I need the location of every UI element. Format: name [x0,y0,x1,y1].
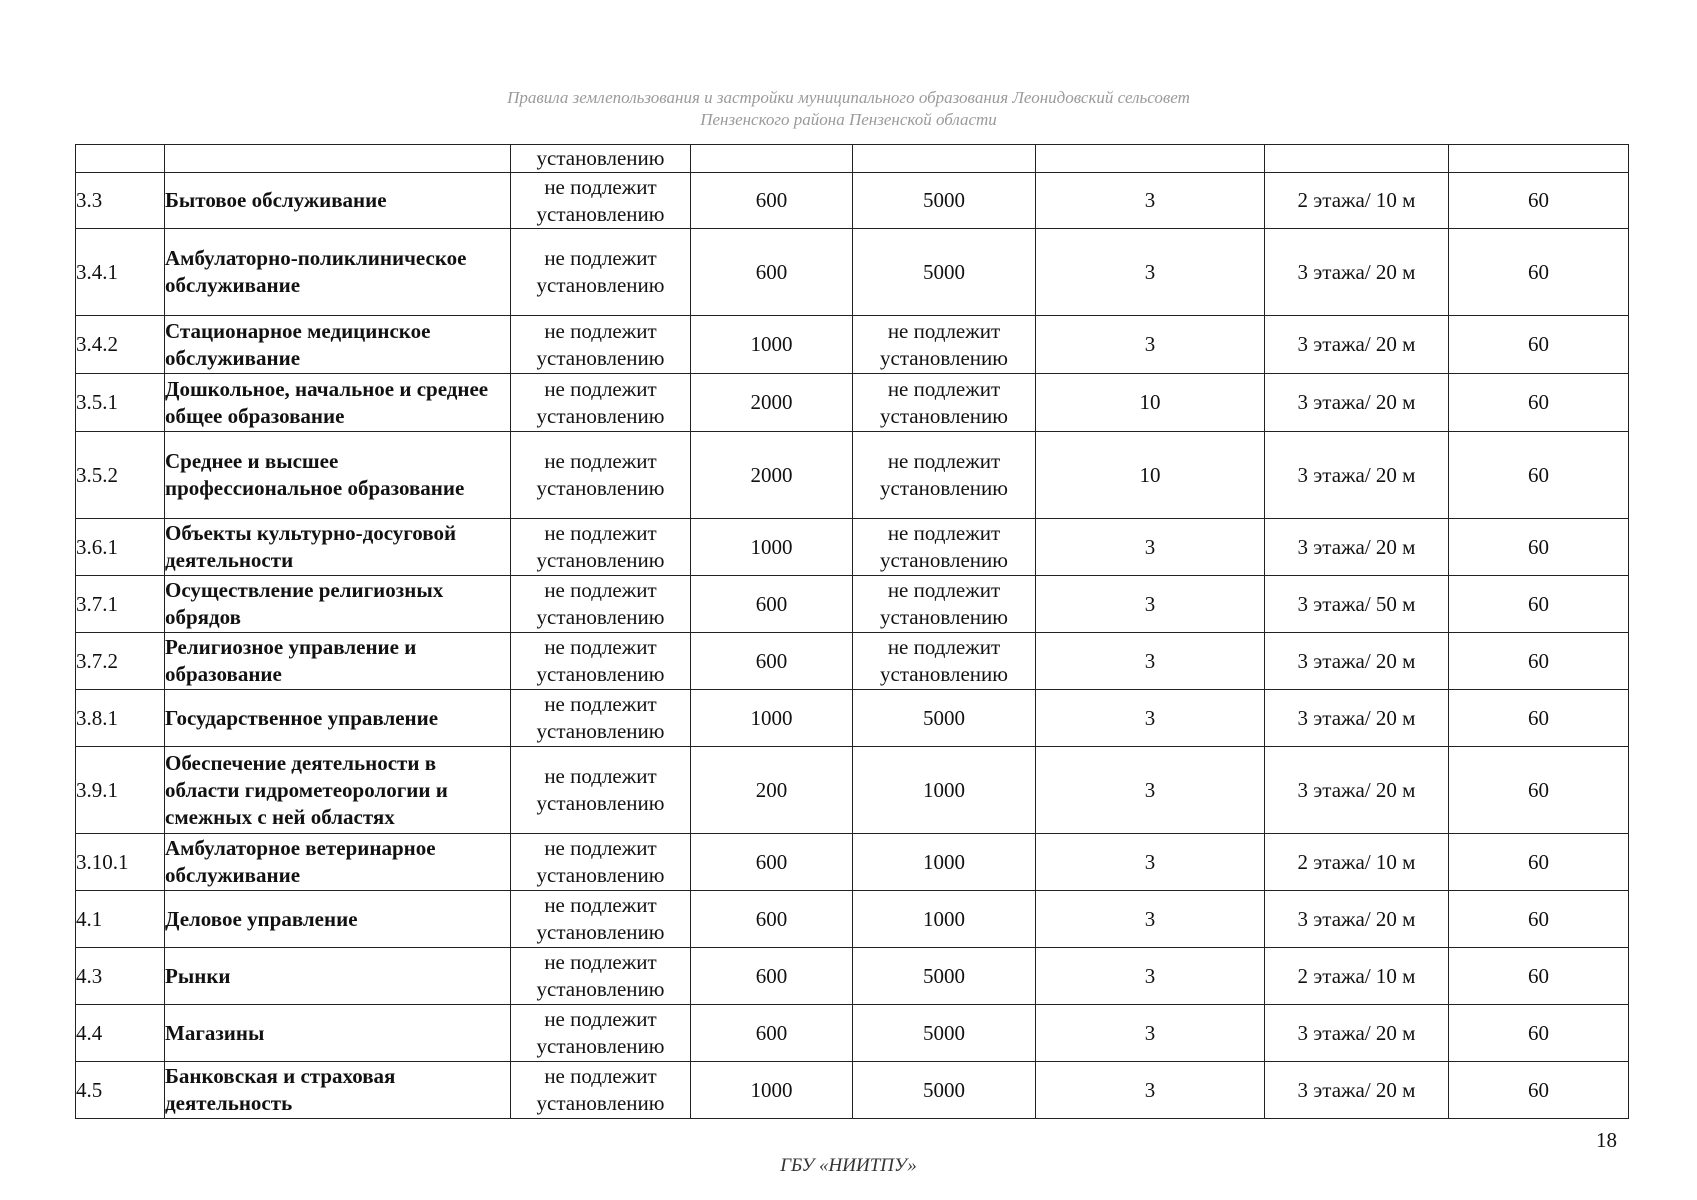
cell-max-area: не подлежит установлению [853,576,1036,633]
cell-setback: 3 [1036,519,1265,576]
table-row [76,432,1629,519]
cell-min-size: не подлежит установлению [511,576,691,633]
cell-coverage: 60 [1449,633,1629,690]
cell-min-area: 600 [691,834,853,891]
cell-coverage: 60 [1449,690,1629,747]
cell-max-area: 5000 [853,948,1036,1005]
cell-min-size: не подлежит установлению [511,432,691,519]
cell-code: 3.5.2 [76,432,165,519]
cell-max-area: не подлежит установлению [853,316,1036,374]
cell-setback: 3 [1036,1062,1265,1119]
cell-coverage: 60 [1449,173,1629,229]
cell-code: 3.9.1 [76,747,165,834]
cell-coverage: 60 [1449,316,1629,374]
cell-code: 4.3 [76,948,165,1005]
cell-min-area: 600 [691,576,853,633]
cell-coverage: 60 [1449,519,1629,576]
cell-min-area [691,145,853,173]
cell-code: 3.3 [76,173,165,229]
cell-min-area: 200 [691,747,853,834]
cell-code: 3.4.2 [76,316,165,374]
cell-setback: 3 [1036,834,1265,891]
cell-min-size: не подлежит установлению [511,948,691,1005]
cell-min-size: не подлежит установлению [511,1062,691,1119]
cell-name: Объекты культурно-досуговой деятельности [165,519,511,576]
cell-max-area: 5000 [853,690,1036,747]
cell-min-size: не подлежит установлению [511,374,691,432]
cell-coverage: 60 [1449,229,1629,316]
table-row [76,316,1629,374]
table-row [76,633,1629,690]
cell-floors: 3 этажа/ 20 м [1265,1062,1449,1119]
cell-max-area: 5000 [853,1005,1036,1062]
cell-min-size: установлению [511,145,691,173]
cell-min-area: 600 [691,633,853,690]
cell-floors: 3 этажа/ 20 м [1265,1005,1449,1062]
cell-name: Амбулаторно-поликлиническое обслуживание [165,229,511,316]
cell-code: 3.10.1 [76,834,165,891]
cell-setback: 10 [1036,374,1265,432]
cell-floors: 3 этажа/ 20 м [1265,747,1449,834]
table-body [76,145,1629,1119]
cell-coverage: 60 [1449,374,1629,432]
cell-code: 4.4 [76,1005,165,1062]
cell-floors: 3 этажа/ 20 м [1265,432,1449,519]
cell-min-size: не подлежит установлению [511,316,691,374]
table-row-continued [76,145,1629,173]
cell-code: 3.7.2 [76,633,165,690]
table-row [76,576,1629,633]
cell-min-size: не подлежит установлению [511,633,691,690]
cell-name: Рынки [165,948,511,1005]
cell-name: Государственное управление [165,690,511,747]
cell-setback: 3 [1036,948,1265,1005]
cell-floors: 3 этажа/ 20 м [1265,690,1449,747]
cell-min-area: 600 [691,229,853,316]
cell-code: 3.5.1 [76,374,165,432]
cell-code: 4.5 [76,1062,165,1119]
cell-max-area: не подлежит установлению [853,633,1036,690]
cell-setback: 3 [1036,690,1265,747]
cell-min-area: 600 [691,948,853,1005]
cell-floors: 3 этажа/ 20 м [1265,891,1449,948]
cell-floors: 3 этажа/ 20 м [1265,316,1449,374]
cell-code [76,145,165,173]
cell-min-size: не подлежит установлению [511,891,691,948]
cell-max-area: 5000 [853,173,1036,229]
table-row [76,1062,1629,1119]
cell-min-size: не подлежит установлению [511,690,691,747]
table-row [76,834,1629,891]
cell-setback [1036,145,1265,173]
cell-floors: 3 этажа/ 20 м [1265,374,1449,432]
cell-name: Осуществление религиозных обрядов [165,576,511,633]
cell-name: Амбулаторное ветеринарное обслуживание [165,834,511,891]
cell-code: 3.6.1 [76,519,165,576]
cell-max-area: 1000 [853,834,1036,891]
cell-min-area: 600 [691,1005,853,1062]
table-row [76,891,1629,948]
cell-floors: 3 этажа/ 20 м [1265,229,1449,316]
table-row [76,173,1629,229]
cell-name: Деловое управление [165,891,511,948]
running-header-line-1: Правила землепользования и застройки муниципального образования Леонидовский сельсовет [507,88,1190,107]
cell-max-area: 1000 [853,891,1036,948]
cell-coverage: 60 [1449,1005,1629,1062]
cell-max-area: 5000 [853,1062,1036,1119]
cell-name: Магазины [165,1005,511,1062]
running-header-line-2: Пензенского района Пензенской области [700,110,997,129]
cell-setback: 3 [1036,891,1265,948]
cell-coverage: 60 [1449,948,1629,1005]
cell-coverage: 60 [1449,747,1629,834]
cell-max-area: не подлежит установлению [853,374,1036,432]
cell-setback: 3 [1036,1005,1265,1062]
cell-max-area: 1000 [853,747,1036,834]
cell-max-area: не подлежит установлению [853,519,1036,576]
cell-floors: 2 этажа/ 10 м [1265,173,1449,229]
cell-name: Религиозное управление и образование [165,633,511,690]
cell-min-size: не подлежит установлению [511,173,691,229]
cell-min-area: 600 [691,891,853,948]
cell-setback: 3 [1036,633,1265,690]
table-row [76,1005,1629,1062]
page-footer: ГБУ «НИИТПУ» [780,1155,917,1176]
cell-min-area: 600 [691,173,853,229]
cell-setback: 3 [1036,576,1265,633]
cell-max-area [853,145,1036,173]
page-number: 18 [1596,1128,1617,1152]
cell-min-area: 1000 [691,690,853,747]
cell-max-area: 5000 [853,229,1036,316]
cell-setback: 10 [1036,432,1265,519]
cell-min-size: не подлежит установлению [511,1005,691,1062]
cell-coverage [1449,145,1629,173]
cell-min-area: 1000 [691,519,853,576]
cell-floors: 3 этажа/ 20 м [1265,633,1449,690]
cell-code: 3.8.1 [76,690,165,747]
cell-min-area: 1000 [691,316,853,374]
cell-floors: 2 этажа/ 10 м [1265,834,1449,891]
table-row [76,374,1629,432]
cell-min-size: не подлежит установлению [511,747,691,834]
cell-name: Банковская и страховая деятельность [165,1062,511,1119]
cell-min-area: 2000 [691,432,853,519]
cell-setback: 3 [1036,229,1265,316]
cell-floors [1265,145,1449,173]
cell-min-area: 2000 [691,374,853,432]
cell-name: Обеспечение деятельности в области гидрометеорологии и смежных с ней областях [165,747,511,834]
cell-name [165,145,511,173]
cell-name: Стационарное медицинское обслуживание [165,316,511,374]
table-row [76,948,1629,1005]
zoning-parameters-table [75,144,1629,1119]
cell-floors: 2 этажа/ 10 м [1265,948,1449,1005]
cell-setback: 3 [1036,747,1265,834]
table-row [76,690,1629,747]
cell-name: Дошкольное, начальное и среднее общее образование [165,374,511,432]
cell-min-size: не подлежит установлению [511,519,691,576]
cell-min-size: не подлежит установлению [511,229,691,316]
cell-min-size: не подлежит установлению [511,834,691,891]
cell-name: Среднее и высшее профессиональное образование [165,432,511,519]
cell-code: 3.7.1 [76,576,165,633]
table-row [76,519,1629,576]
cell-coverage: 60 [1449,891,1629,948]
cell-coverage: 60 [1449,1062,1629,1119]
cell-setback: 3 [1036,173,1265,229]
cell-coverage: 60 [1449,834,1629,891]
cell-setback: 3 [1036,316,1265,374]
cell-floors: 3 этажа/ 20 м [1265,519,1449,576]
cell-floors: 3 этажа/ 50 м [1265,576,1449,633]
cell-code: 4.1 [76,891,165,948]
cell-coverage: 60 [1449,576,1629,633]
table-row [76,229,1629,316]
cell-coverage: 60 [1449,432,1629,519]
cell-min-area: 1000 [691,1062,853,1119]
cell-code: 3.4.1 [76,229,165,316]
cell-name: Бытовое обслуживание [165,173,511,229]
table-row [76,747,1629,834]
cell-max-area: не подлежит установлению [853,432,1036,519]
